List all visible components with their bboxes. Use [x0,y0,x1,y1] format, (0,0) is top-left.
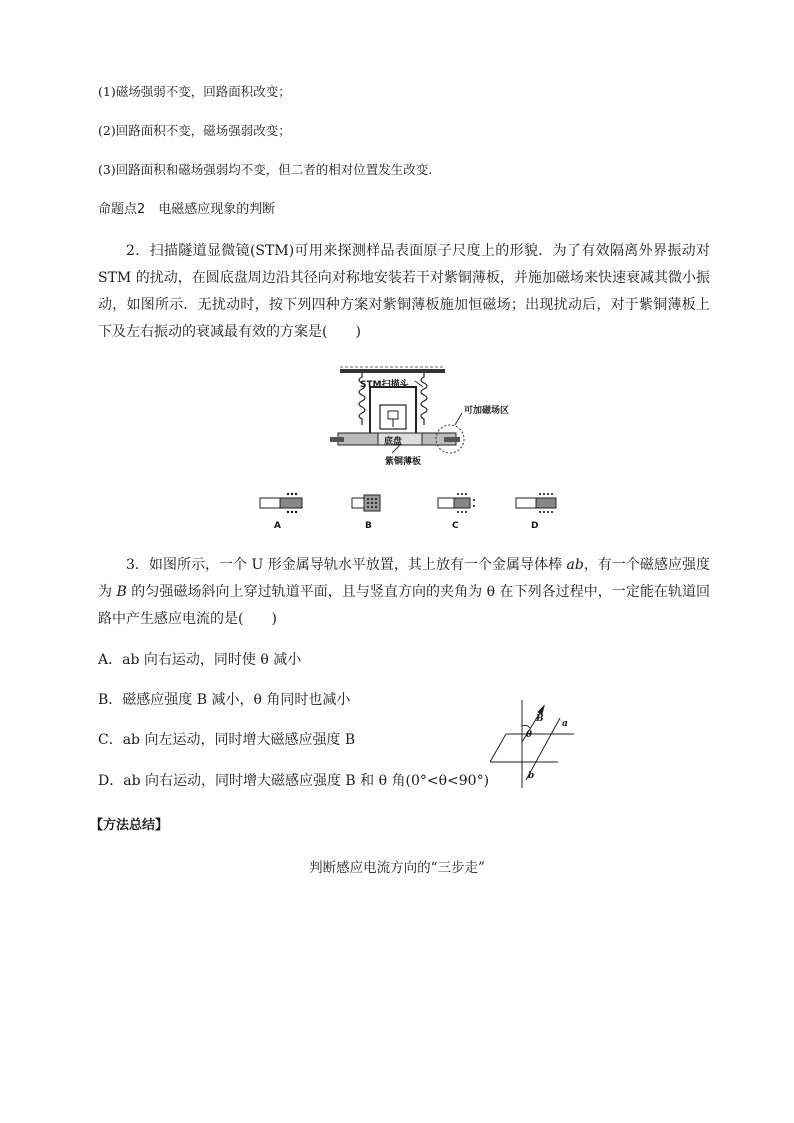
label-base: 底盘 [384,437,403,447]
option-label-d: D [531,521,539,531]
option-b-figure [350,492,390,514]
intro-line-1: (1)磁场强弱不变，回路面积改变； [98,84,291,99]
label-rod-a: a [562,719,568,729]
q3-text-mid: ，有一个磁感应强度为 [98,557,710,600]
label-field-zone: 可加磁场区 [464,406,510,416]
option-a-figure [258,492,308,514]
q3-option-b: B．磁感应强度 B 减小，θ 角同时也减小 [98,692,351,708]
label-field-b: B [536,714,544,724]
q3-option-d: D．ab 向右运动，同时增大磁感应强度 B 和 θ 角(0°<θ<90°) [98,773,490,789]
option-label-c: C [452,521,459,531]
option-label-b: B [365,521,372,531]
q3-option-c: C．ab 向左运动，同时增大磁感应强度 B [98,732,356,748]
intro-line-3: (3)回路面积和磁场强弱均不变，但二者的相对位置发生改变. [98,162,433,177]
question-3-text [98,552,710,633]
question-2-text: 2．扫描隧道显微镜(STM)可用来探测样品表面原子尺度上的形貌．为了有效隔离外界振动对 STM 的扰动，在圆底盘周边沿其径向对称地安装若干对紫铜薄板，并施加磁场来快速衰减其微小振动，如图所示．无扰动时，按下列四种方案对紫铜薄板施加恒磁场；出现扰动后，对于紫铜薄板上下及左右振动的衰减最有效的方案是( ) [98,243,710,340]
method-subtitle: 判断感应电流方向的“三步走” [309,860,485,876]
option-label-a: A [274,521,281,531]
q3-text-post: 的匀强磁场斜向上穿过轨道平面，且与竖直方向的夹角为 θ 在下列各过程中，一定能在轨道回路中产生感应电流的是( ) [98,584,711,627]
q3-rod: ab [566,557,584,573]
option-c-figure [436,492,482,514]
q3-option-a: A．ab 向右运动，同时使 θ 减小 [98,652,302,668]
label-copper-plate: 紫铜薄板 [385,457,422,467]
method-title: 【方法总结】 [90,818,169,833]
q3-text-pre: 3．如图所示，一个 U 形金属导轨水平放置，其上放有一个金属导体棒 [126,557,567,573]
label-stm-scanner: STM扫描头 [360,380,409,390]
section-title: 命题点2 电磁感应现象的判断 [98,202,276,217]
q3-field: B [116,584,127,600]
intro-line-2: (2)回路面积不变，磁场强弱改变； [98,123,291,138]
label-rod-b: b [528,771,535,781]
label-theta: θ [526,730,533,740]
option-d-figure [514,492,560,514]
